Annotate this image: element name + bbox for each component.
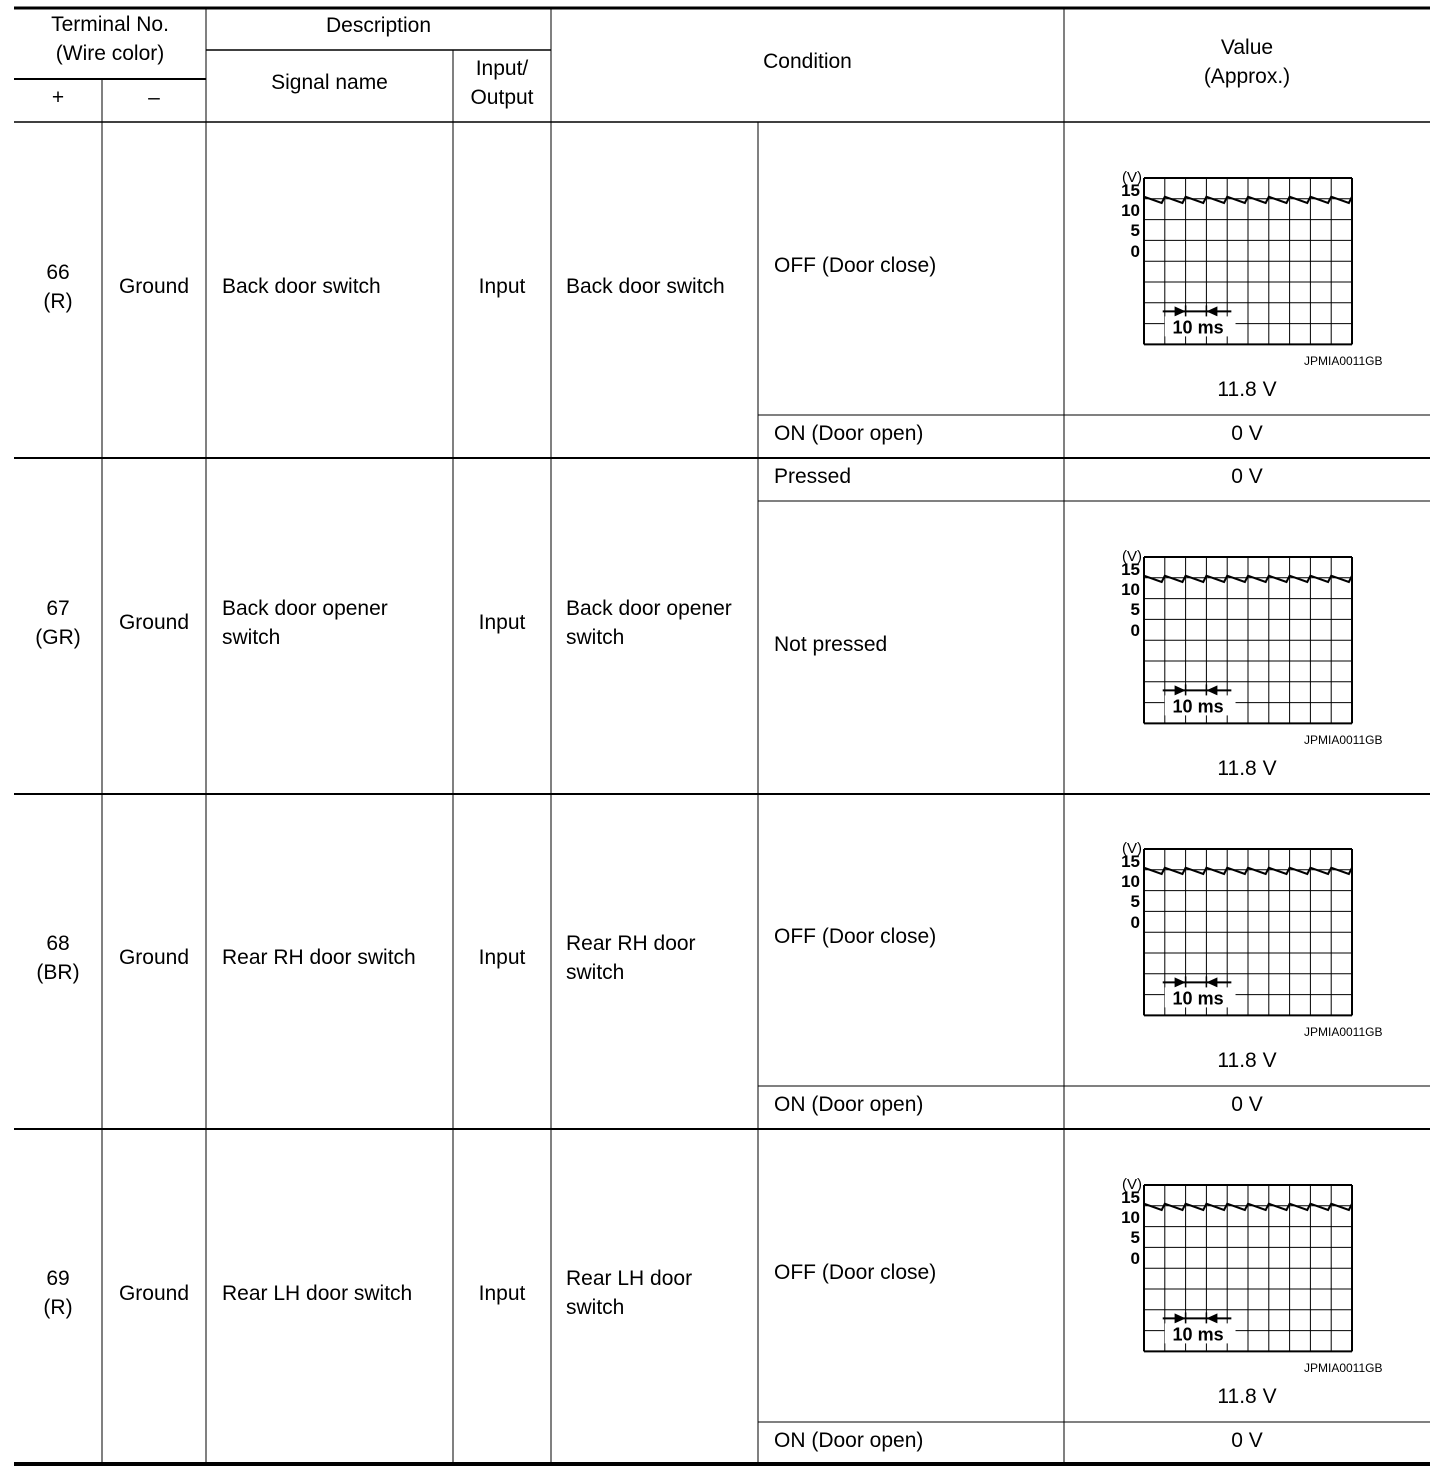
waveform-chart (1110, 545, 1372, 738)
time-marker-arrow (1175, 306, 1186, 316)
y-tick-label: 5 (1130, 600, 1140, 619)
time-marker-arrow (1206, 977, 1217, 987)
condition-value: 11.8 V (1217, 1385, 1277, 1408)
header-value: Value (Approx.) (1203, 36, 1291, 88)
signal-name: Back door opener switch (222, 597, 388, 649)
waveform-svg (1110, 166, 1372, 354)
y-tick-label: 15 (1121, 1188, 1140, 1207)
condition-value: 11.8 V (1217, 378, 1277, 401)
header-plus: + (51, 86, 65, 109)
time-marker-arrow (1206, 1313, 1217, 1323)
figure-code: JPMIA0011GB (1304, 733, 1383, 747)
time-marker-arrow (1175, 685, 1186, 695)
y-axis-unit: (V) (1122, 840, 1142, 857)
terminal-number: 68 (BR) (36, 932, 80, 984)
header-minus: – (148, 86, 160, 109)
ground-terminal: Ground (118, 275, 190, 298)
time-marker-arrow (1206, 306, 1217, 316)
terminal-number: 67 (GR) (35, 597, 81, 649)
terminal-number: 69 (R) (43, 1267, 73, 1319)
time-marker-arrow (1175, 1313, 1186, 1323)
waveform-svg (1110, 545, 1372, 733)
time-div-label: 10 ms (1172, 696, 1224, 717)
signal-name: Back door switch (222, 275, 381, 298)
y-tick-label: 10 (1121, 580, 1140, 599)
figure-code: JPMIA0011GB (1304, 1361, 1383, 1375)
condition-name: Rear RH door switch (566, 932, 696, 984)
y-tick-label: 0 (1130, 1249, 1140, 1268)
time-marker-arrow (1175, 977, 1186, 987)
header-input-output: Input/ Output (470, 57, 534, 109)
condition-name: Back door opener switch (566, 597, 732, 649)
y-tick-label: 10 (1121, 201, 1140, 220)
input-output: Input (478, 1282, 526, 1305)
y-tick-label: 5 (1130, 221, 1140, 240)
y-axis-unit: (V) (1122, 1176, 1142, 1193)
time-marker-arrow (1206, 685, 1217, 695)
condition-value: 11.8 V (1217, 1049, 1277, 1072)
condition-state: OFF (Door close) (774, 1261, 937, 1284)
input-output: Input (478, 275, 526, 298)
condition-value: 0 V (1231, 1429, 1263, 1452)
time-div-label: 10 ms (1172, 1324, 1224, 1345)
signal-name: Rear LH door switch (222, 1282, 413, 1305)
condition-state: Not pressed (774, 633, 888, 656)
waveform-chart (1110, 837, 1372, 1030)
header-signal-name: Signal name (271, 71, 388, 94)
condition-state: OFF (Door close) (774, 925, 937, 948)
condition-value: 0 V (1231, 422, 1263, 445)
condition-name: Rear LH door switch (566, 1267, 693, 1319)
y-tick-label: 10 (1121, 872, 1140, 891)
y-tick-label: 10 (1121, 1208, 1140, 1227)
input-output: Input (478, 611, 526, 634)
condition-value: 0 V (1231, 465, 1263, 488)
y-tick-label: 15 (1121, 560, 1140, 579)
figure-code: JPMIA0011GB (1304, 354, 1383, 368)
waveform-svg (1110, 1173, 1372, 1361)
header-condition: Condition (763, 50, 852, 73)
signal-name: Rear RH door switch (222, 946, 416, 969)
y-tick-label: 0 (1130, 913, 1140, 932)
condition-state: OFF (Door close) (774, 254, 937, 277)
y-tick-label: 15 (1121, 852, 1140, 871)
ground-terminal: Ground (118, 946, 190, 969)
terminal-table (14, 6, 1430, 1467)
ground-terminal: Ground (118, 611, 190, 634)
condition-state: ON (Door open) (774, 1429, 924, 1452)
ground-terminal: Ground (118, 1282, 190, 1305)
terminal-number: 66 (R) (43, 261, 73, 313)
header-description: Description (325, 14, 432, 37)
condition-value: 0 V (1231, 1093, 1263, 1116)
y-axis-unit: (V) (1122, 548, 1142, 565)
condition-state: ON (Door open) (774, 1093, 924, 1116)
input-output: Input (478, 946, 526, 969)
waveform-chart (1110, 1173, 1372, 1366)
time-div-label: 10 ms (1172, 317, 1224, 338)
header-terminal-no: Terminal No. (Wire color) (51, 13, 169, 65)
y-tick-label: 0 (1130, 242, 1140, 261)
condition-state: ON (Door open) (774, 422, 924, 445)
y-tick-label: 5 (1130, 1228, 1140, 1247)
y-tick-label: 0 (1130, 621, 1140, 640)
condition-value: 11.8 V (1217, 757, 1277, 780)
condition-state: Pressed (774, 465, 852, 488)
waveform-svg (1110, 837, 1372, 1025)
figure-code: JPMIA0011GB (1304, 1025, 1383, 1039)
condition-name: Back door switch (566, 275, 725, 298)
y-axis-unit: (V) (1122, 169, 1142, 186)
y-tick-label: 5 (1130, 892, 1140, 911)
y-tick-label: 15 (1121, 181, 1140, 200)
time-div-label: 10 ms (1172, 988, 1224, 1009)
waveform-chart (1110, 166, 1372, 359)
